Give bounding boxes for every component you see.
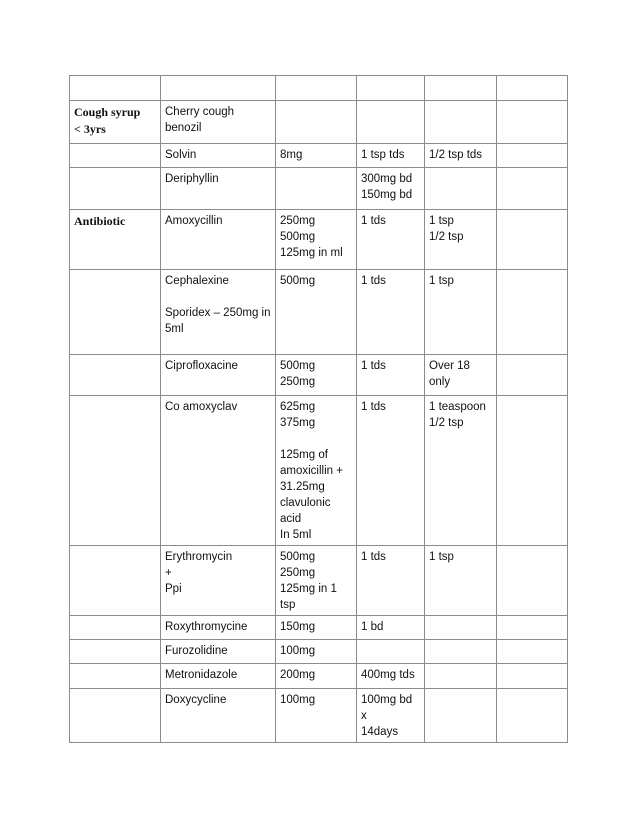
adult-frequency-cell [357, 640, 425, 664]
child-dose-cell: 1/2 tsp tds [425, 144, 497, 168]
child-dose-cell [425, 101, 497, 144]
notes-cell [497, 270, 568, 355]
category-cell: Antibiotic [70, 210, 161, 270]
notes-cell [497, 168, 568, 210]
table-row [70, 168, 568, 210]
adult-frequency-cell: 1 tds [357, 396, 425, 546]
child-dose-cell [425, 664, 497, 689]
category-cell [70, 76, 161, 101]
child-dose-cell [425, 689, 497, 743]
category-cell [70, 640, 161, 664]
notes-cell [497, 101, 568, 144]
notes-cell [497, 76, 568, 101]
notes-cell [497, 396, 568, 546]
child-dose-cell [425, 76, 497, 101]
notes-cell [497, 640, 568, 664]
dose-cell: 500mg 250mg 125mg in 1 tsp [276, 546, 357, 616]
category-cell [70, 355, 161, 396]
dose-cell: 500mg [276, 270, 357, 355]
child-dose-cell: 1 tsp [425, 270, 497, 355]
table-row [70, 101, 568, 144]
dose-cell: 500mg 250mg [276, 355, 357, 396]
child-dose-cell [425, 168, 497, 210]
category-cell [70, 546, 161, 616]
child-dose-cell: 1 teaspoon 1/2 tsp [425, 396, 497, 546]
drug-name-cell: Deriphyllin [161, 168, 276, 210]
drug-dosage-table [69, 75, 568, 743]
table-row [70, 689, 568, 743]
child-dose-cell [425, 616, 497, 640]
adult-frequency-cell: 100mg bd x 14days [357, 689, 425, 743]
notes-cell [497, 210, 568, 270]
table-body [70, 76, 568, 743]
table-row [70, 355, 568, 396]
table-row [70, 640, 568, 664]
drug-name-cell: Furozolidine [161, 640, 276, 664]
dose-cell: 100mg [276, 689, 357, 743]
adult-frequency-cell: 400mg tds [357, 664, 425, 689]
drug-name-cell: Roxythromycine [161, 616, 276, 640]
dose-cell: 200mg [276, 664, 357, 689]
table-row [70, 144, 568, 168]
drug-name-cell [161, 76, 276, 101]
drug-name-cell: Metronidazole [161, 664, 276, 689]
child-dose-cell: Over 18 only [425, 355, 497, 396]
category-cell [70, 664, 161, 689]
category-cell [70, 616, 161, 640]
adult-frequency-cell: 1 tsp tds [357, 144, 425, 168]
child-dose-cell [425, 640, 497, 664]
category-cell [70, 689, 161, 743]
adult-frequency-cell [357, 101, 425, 144]
adult-frequency-cell: 1 tds [357, 355, 425, 396]
adult-frequency-cell: 300mg bd 150mg bd [357, 168, 425, 210]
table-row [70, 616, 568, 640]
notes-cell [497, 689, 568, 743]
adult-frequency-cell: 1 tds [357, 270, 425, 355]
drug-name-cell: Amoxycillin [161, 210, 276, 270]
dose-cell: 100mg [276, 640, 357, 664]
drug-name-cell: Erythromycin + Ppi [161, 546, 276, 616]
drug-name-cell: Cherry cough benozil [161, 101, 276, 144]
category-cell [70, 168, 161, 210]
category-cell: Cough syrup < 3yrs [70, 101, 161, 144]
adult-frequency-cell [357, 76, 425, 101]
drug-name-cell: Ciprofloxacine [161, 355, 276, 396]
drug-name-cell: Solvin [161, 144, 276, 168]
dose-cell [276, 76, 357, 101]
notes-cell [497, 144, 568, 168]
dose-cell: 150mg [276, 616, 357, 640]
table-row [70, 546, 568, 616]
adult-frequency-cell: 1 bd [357, 616, 425, 640]
adult-frequency-cell: 1 tds [357, 546, 425, 616]
child-dose-cell: 1 tsp 1/2 tsp [425, 210, 497, 270]
adult-frequency-cell: 1 tds [357, 210, 425, 270]
notes-cell [497, 546, 568, 616]
category-cell [70, 270, 161, 355]
notes-cell [497, 355, 568, 396]
drug-name-cell: Doxycycline [161, 689, 276, 743]
category-cell [70, 144, 161, 168]
table-row [70, 270, 568, 355]
drug-name-cell: Cephalexine Sporidex – 250mg in 5ml [161, 270, 276, 355]
dose-cell: 250mg 500mg 125mg in ml [276, 210, 357, 270]
dose-cell: 625mg 375mg 125mg of amoxicillin + 31.25mg clavulonic acid In 5ml [276, 396, 357, 546]
table-row [70, 76, 568, 101]
child-dose-cell: 1 tsp [425, 546, 497, 616]
category-cell [70, 396, 161, 546]
table-row [70, 664, 568, 689]
drug-name-cell: Co amoxyclav [161, 396, 276, 546]
dose-cell: 8mg [276, 144, 357, 168]
table-row [70, 210, 568, 270]
notes-cell [497, 664, 568, 689]
table-row [70, 396, 568, 546]
dose-cell [276, 101, 357, 144]
dose-cell [276, 168, 357, 210]
notes-cell [497, 616, 568, 640]
